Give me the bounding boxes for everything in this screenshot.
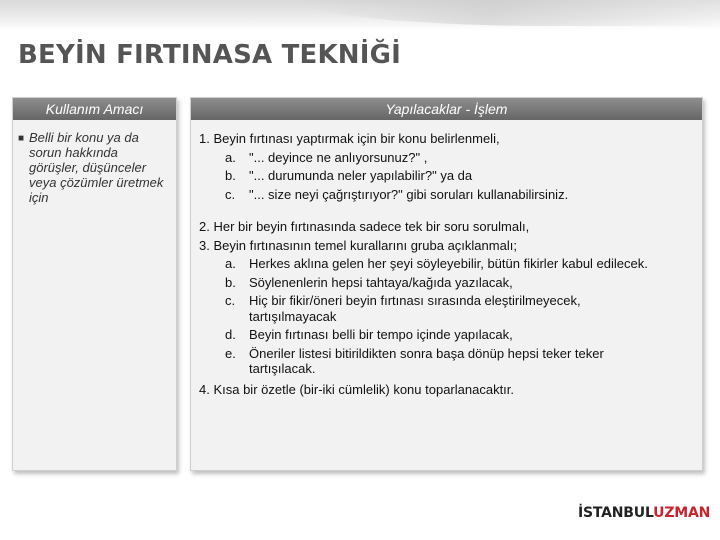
slide-title: BEYİN FIRTINASA TEKNİĞİ xyxy=(18,40,402,70)
step-3-sub-d xyxy=(199,327,654,343)
top-decorative-band xyxy=(0,0,720,30)
sub-marker: e. xyxy=(225,345,236,361)
step-1-sub-b xyxy=(199,168,654,184)
sub-text: Herkes aklına gelen her şeyi söyleyebilir, bütün fikirler kabul edilecek. xyxy=(249,256,648,271)
step-3: 3. Beyin fırtınasının temel kurallarını gruba açıklanmalı; xyxy=(199,237,517,253)
sub-marker: b. xyxy=(225,168,236,183)
step-3-sub-a xyxy=(199,256,654,272)
istanbul-uzman-logo xyxy=(578,505,710,521)
sub-text: Öneriler listesi bitirildikten sonra başa dönüp hepsi teker teker tartışılacak. xyxy=(249,345,604,376)
step-3-sub-b xyxy=(199,275,654,291)
usage-purpose-panel xyxy=(12,97,177,471)
sub-marker: b. xyxy=(225,274,236,290)
step-1: 1. Beyin fırtınası yaptırmak için bir konu belirlenmeli, xyxy=(199,131,500,146)
spacer xyxy=(199,205,694,218)
sub-text: Söylenenlerin hepsi tahtaya/kağıda yazılacak, xyxy=(249,274,513,290)
steps-panel xyxy=(190,97,703,471)
step-4: 4. Kısa bir özetle (bir-iki cümlelik) konu toparlanacaktır. xyxy=(199,381,515,397)
sub-marker: d. xyxy=(225,327,236,342)
sub-text: "... durumunda neler yapılabilir?" ya da xyxy=(249,168,473,183)
step-1-sub-c xyxy=(199,187,654,203)
steps-header: Yapılacaklar - İşlem xyxy=(191,98,702,120)
usage-purpose-text: Belli bir konu ya da sorun hakkında görüşler, düşünceler veya çözümler üretmek için xyxy=(29,130,164,205)
sub-text: "... deyince ne anlıyorsunuz?" , xyxy=(249,149,428,165)
logo-part-1: İSTANBUL xyxy=(578,505,654,521)
usage-purpose-header: Kullanım Amacı xyxy=(13,98,176,120)
sub-marker: c. xyxy=(225,186,236,202)
sub-marker: a. xyxy=(225,149,236,165)
step-3-sub-e xyxy=(199,346,654,377)
sub-text: Beyin fırtınası belli bir tempo içinde yapılacak, xyxy=(249,327,513,342)
sub-marker: c. xyxy=(225,293,236,308)
usage-purpose-body xyxy=(13,120,176,205)
logo-part-2: UZMAN xyxy=(653,505,711,521)
step-1-sub-a xyxy=(199,150,654,166)
sub-text: Hiç bir fikir/öneri beyin fırtınası sırasında eleştirilmeyecek, tartışılmayacak xyxy=(249,293,581,324)
square-bullet-icon: ■ xyxy=(18,133,25,144)
steps-body xyxy=(191,120,702,399)
sub-marker: a. xyxy=(225,256,236,271)
step-2: 2. Her bir beyin fırtınasında sadece tek bir soru sorulmalı, xyxy=(199,219,530,234)
step-3-sub-c xyxy=(199,293,654,324)
sub-text: "... size neyi çağrıştırıyor?" gibi soruları kullanabilirsiniz. xyxy=(249,186,569,202)
